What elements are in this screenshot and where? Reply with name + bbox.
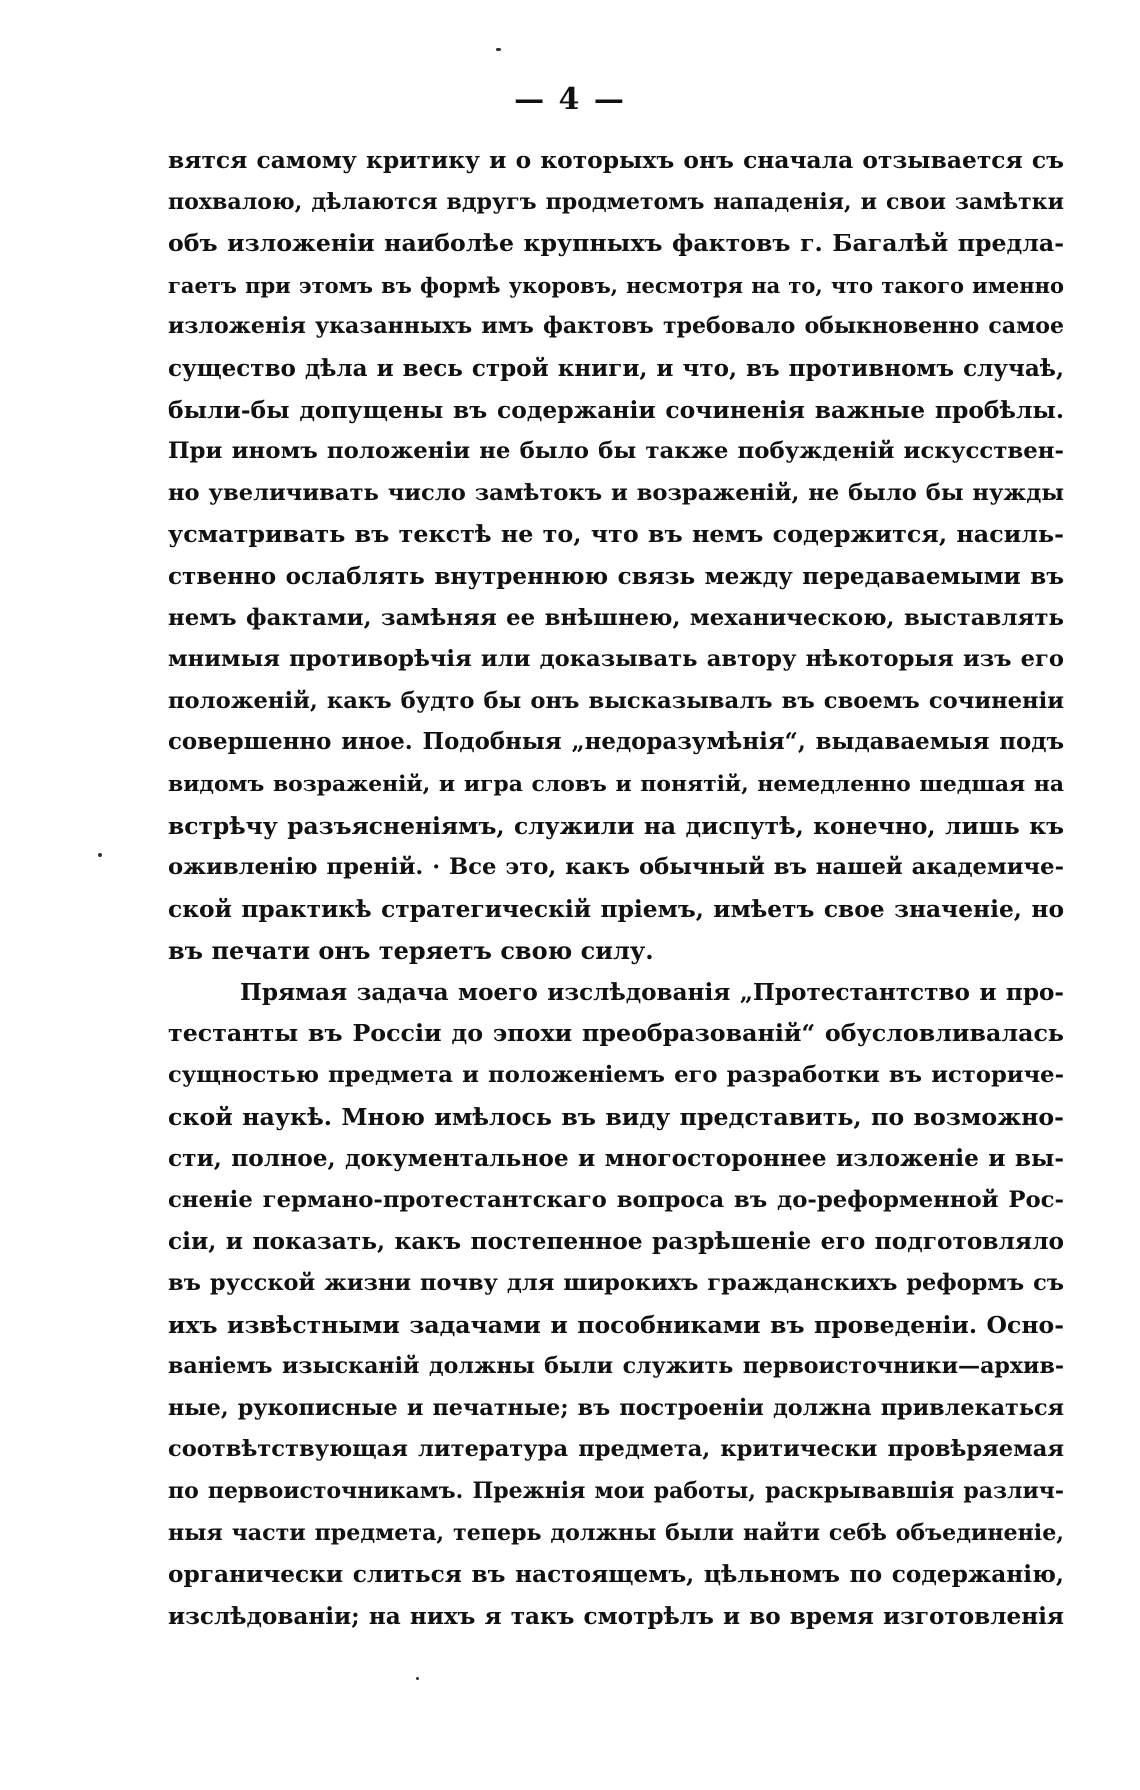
- text-line: немъ фактами, замѣняя ее внѣшнею, механическою, выставлять: [168, 604, 1064, 631]
- text-line: существо дѣла и весь строй книги, и что, въ противномъ случаѣ,: [168, 354, 1064, 382]
- text-line: изслѣдованіи; на нихъ я такъ смотрѣлъ и во время изготовленія: [168, 1602, 1064, 1630]
- text-line: въ печати онъ теряетъ свою силу.: [168, 936, 654, 966]
- text-line: были-бы допущены въ содержаніи сочиненія важные пробѣлы.: [168, 395, 1064, 424]
- text-line: тестанты въ Россіи до эпохи преобразованій“ обусловливалась: [168, 1019, 1064, 1048]
- paragraph: [168, 140, 1064, 972]
- text-line: ской наукѣ. Мною имѣлось въ виду представить, по возможно-: [168, 1102, 1064, 1131]
- text-line: объ изложеніи наиболѣе крупныхъ фактовъ г. Багалѣй предла-: [168, 229, 1064, 258]
- body-text: [168, 140, 1064, 1637]
- text-line: сіи, и показать, какъ постепенное разрѣшеніе его подготовляло: [168, 1228, 1064, 1256]
- ink-speck: [98, 853, 102, 857]
- text-line: оживленію преній. · Все это, какъ обычный въ нашей академиче-: [168, 854, 1064, 881]
- text-line: Прямая задача моего изслѣдованія „Протестантство и про-: [240, 978, 1064, 1006]
- text-line: видомъ возраженій, и игра словъ и понятій, немедленно шедшая на: [168, 770, 1064, 797]
- text-line: ственно ослаблять внутреннюю связь между передаваемыми въ: [168, 562, 1064, 590]
- text-line: При иномъ положеніи не было бы также побужденій искусствен-: [168, 438, 1064, 465]
- text-line: ской практикѣ стратегическій пріемъ, имѣетъ свое значеніе, но: [168, 895, 1064, 923]
- text-line: по первоисточникамъ. Прежнія мои работы, раскрывавшія различ-: [168, 1478, 1064, 1504]
- ink-speck: [416, 1677, 419, 1680]
- paragraph: [168, 972, 1064, 1638]
- text-line: похвалою, дѣлаются вдругъ продметомъ нападенія, и свои замѣтки: [168, 188, 1064, 215]
- text-line: встрѣчу разъясненіямъ, служили на диспутѣ, конечно, лишь къ: [168, 811, 1064, 840]
- text-line: сти, полное, документальное и многостороннее изложеніе и вы-: [168, 1145, 1064, 1173]
- text-line: ихъ извѣстными задачами и пособниками въ проведеніи. Осно-: [168, 1310, 1064, 1339]
- text-line: ные, рукописные и печатные; въ построеніи должна привлекаться: [168, 1394, 1064, 1421]
- text-line: совершенно иное. Подобныя „недоразумѣнія“, выдаваемыя подъ: [168, 729, 1064, 756]
- text-line: сненіе германо-протестантскаго вопроса въ до-реформенной Рос-: [168, 1186, 1064, 1213]
- text-line: ваніемъ изысканій должны были служить первоисточники—архив-: [168, 1353, 1064, 1380]
- text-line: изложенія указанныхъ имъ фактовъ требовало обыкновенно самое: [168, 313, 1064, 340]
- text-line: положеній, какъ будто бы онъ высказывалъ въ своемъ сочиненіи: [168, 687, 1064, 714]
- text-line: мнимыя противорѣчія или доказывать автору нѣкоторыя изъ его: [168, 646, 1064, 673]
- text-line: сущностью предмета и положеніемъ его разработки въ историче-: [168, 1062, 1064, 1089]
- text-line: но увеличивать число замѣтокъ и возраженій, не было бы нужды: [168, 479, 1064, 506]
- text-line: соотвѣтствующая литература предмета, критически провѣряемая: [168, 1436, 1064, 1463]
- text-line: ныя части предмета, теперь должны были найти себѣ объединеніе,: [168, 1519, 1064, 1546]
- text-line: въ русской жизни почву для широкихъ гражданскихъ реформъ съ: [168, 1270, 1064, 1297]
- page-number: — 4 —: [514, 82, 626, 117]
- ink-speck: [496, 48, 501, 51]
- text-line: вятся самому критику и о которыхъ онъ сначала отзывается съ: [168, 146, 1064, 174]
- text-line: усматривать въ текстѣ не то, что въ немъ содержится, насиль-: [168, 520, 1064, 549]
- text-line: органически слиться въ настоящемъ, цѣльномъ по содержанію,: [168, 1561, 1064, 1589]
- text-line: гаетъ при этомъ въ формѣ укоровъ, несмотря на то, что такого именно: [168, 272, 1064, 298]
